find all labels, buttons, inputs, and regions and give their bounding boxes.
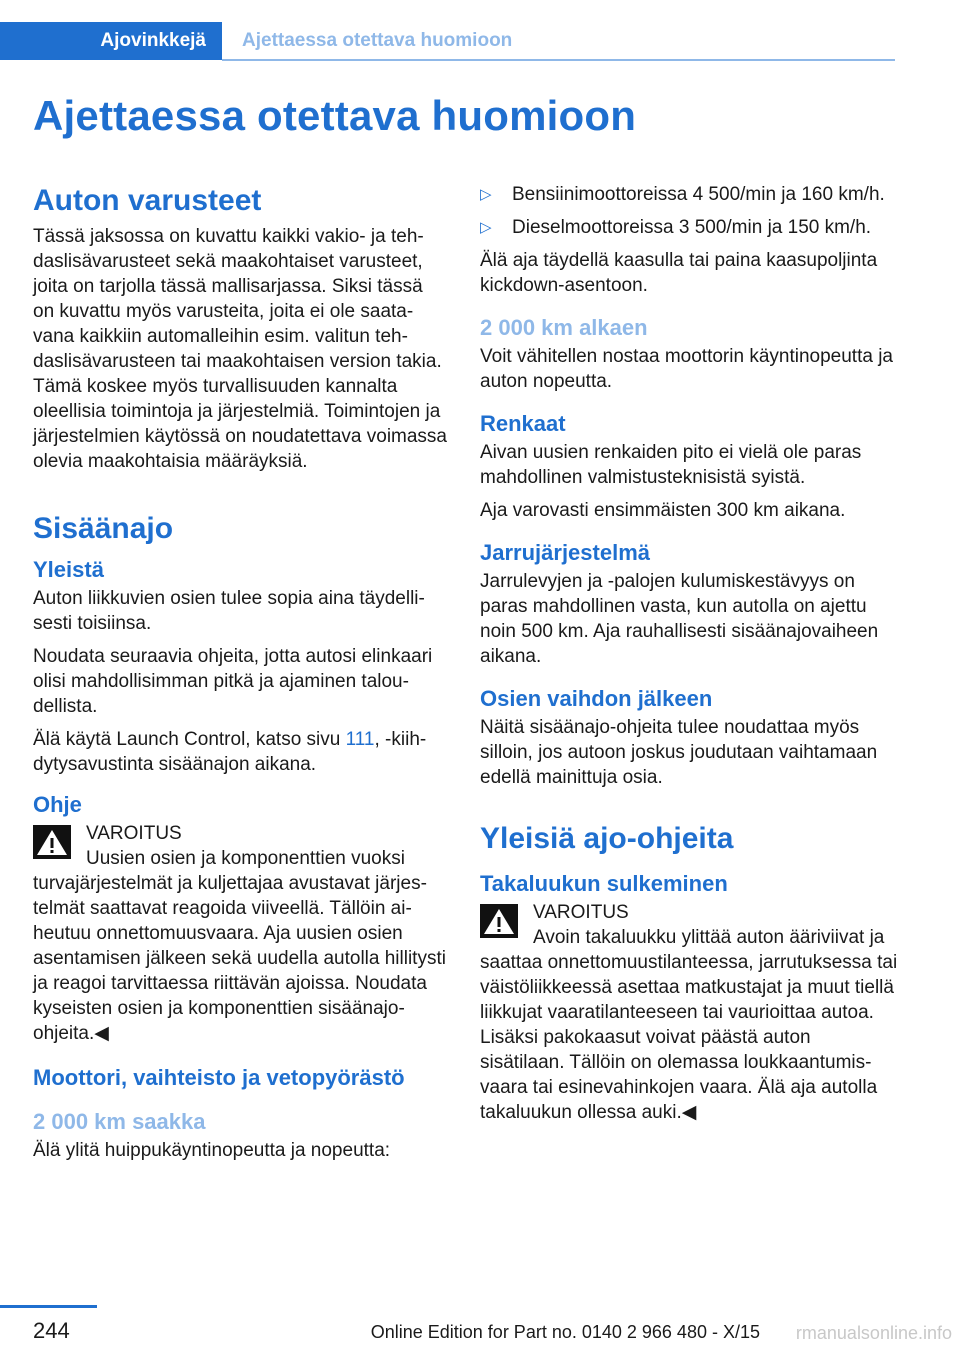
warning-text-first-line: Uusien osien ja komponenttien vuoksi: [86, 848, 405, 869]
paragraph-yleista-3-text-a: Älä käytä Launch Control, katso sivu: [33, 729, 346, 750]
paragraph-jarrujarjestelma: Jarrulevyjen ja -palojen kulumiskestävyys on paras mahdollinen vasta, kun autolla on ajettu noin 500 km. Aja rauhallisesti sisäänajovaiheen aikana.: [480, 571, 879, 667]
page-number: 244: [33, 1318, 70, 1343]
paragraph-renkaat-1: Aivan uusien renkaiden pito ei vielä ole paras mahdollinen valmistusteknisistä syistä.: [480, 442, 862, 488]
paragraph-2000-saakka: Älä ylitä huippukäyntinopeutta ja nopeutta:: [33, 1140, 391, 1161]
warning-box-ohje: [33, 821, 448, 1046]
paragraph-yleista-3-text-b: , -kiihdytysavustinta sisäänajon aikana.: [33, 729, 427, 775]
footer-line: [0, 1305, 97, 1308]
heading-sisaanajo: Sisäänajo: [33, 512, 174, 545]
left-column: [33, 182, 448, 1171]
heading-yleista: Yleistä: [33, 557, 104, 582]
list-item: [480, 182, 898, 207]
heading-auton-varusteet: Auton varusteet: [33, 184, 262, 217]
warning-label: VAROITUS: [533, 902, 629, 923]
heading-moottori: Moottori, vaihteisto ja vetopyörästö: [33, 1065, 405, 1090]
heading-ohje: Ohje: [33, 792, 82, 817]
triangle-bullet-icon: ▷: [480, 219, 492, 236]
tab-ajovinkkeja[interactable]: Ajovinkkejä: [0, 22, 222, 60]
warning-box-takaluukku: [480, 900, 898, 1125]
tab-ajettaessa[interactable]: Ajettaessa otettava huomioon: [242, 30, 513, 51]
list-item: [480, 215, 898, 240]
header-tabs: [0, 22, 895, 62]
warning-text-first-line: Avoin takaluukku ylittää auton ääriviivat ja: [533, 927, 885, 948]
warning-label: VAROITUS: [86, 823, 182, 844]
warning-icon: [33, 825, 71, 859]
heading-jarrujarjestelma: Jarrujärjestelmä: [480, 540, 650, 565]
edition-text: Online Edition for Part no. 0140 2 966 480 - X/15: [370, 1322, 760, 1342]
paragraph-kaasu: Älä aja täydellä kaasulla tai paina kaasupoljinta kickdown-asentoon.: [480, 250, 878, 296]
paragraph-2000-alkaen: Voit vähitellen nostaa moottorin käyntinopeutta ja auton nopeutta.: [480, 346, 893, 392]
paragraph-auton-varusteet: Tässä jaksossa on kuvattu kaikki vakio- ja tehdaslisävarusteet sekä maakohtaiset varusteet, joita on tarjolla tässä mallisarjassa. Siksi tässä on kuvattu myös varusteita, joita ei ole saatavana kaikkiin automalleihin esim. valitun tehdaslisävarusteen tai maakohtaisen version takia. Tämä koskee myös turvallisuuden kannalta oleellisia toimintoja ja järjestelmiä. Toimintojen ja järjestelmien käytössä on noudatettava voimassa olevia maakohtaisia määräyksiä.: [33, 226, 448, 472]
paragraph-yleista-2: Noudata seuraavia ohjeita, jotta autosi elinkaari olisi mahdollisimman pitkä ja ajaminen taloudellista.: [33, 646, 433, 717]
triangle-bullet-icon: ▷: [480, 186, 492, 203]
heading-2000-alkaen: 2 000 km alkaen: [480, 315, 648, 340]
heading-renkaat: Renkaat: [480, 411, 566, 436]
heading-2000-saakka: 2 000 km saakka: [33, 1109, 206, 1134]
warning-text: saattaa onnettomuustilanteessa, jarrutuksessa tai väistöliikkeessä asettaa matkustajat ja muut tiellä liikkujat vaaratilanteeseen tai vaurioittaa autoa. Lisäksi pakokaasut voivat päästä auton sisätilaan. Tällöin on olemassa loukkaantumisvaara tai esinevahinkojen vaara. Älä aja autolla takaluukun ollessa auki.◀: [480, 952, 898, 1123]
tab-underline: [222, 59, 895, 61]
heading-takaluukku: Takaluukun sulkeminen: [480, 871, 728, 896]
right-column: [480, 182, 898, 1133]
list-item-text: Dieselmoottoreissa 3 500/min ja 150 km/h.: [512, 217, 872, 238]
page-link-111[interactable]: 111: [345, 729, 375, 750]
warning-icon: [480, 904, 518, 938]
list-item-text: Bensiinimoottoreissa 4 500/min ja 160 km/h.: [512, 184, 885, 205]
paragraph-osien-vaihdon: Näitä sisäänajo-ohjeita tulee noudattaa myös silloin, jos autoon joskus joudutaan vaihtamaan edellä mainittuja osia.: [480, 717, 878, 788]
paragraph-renkaat-2: Aja varovasti ensimmäisten 300 km aikana.: [480, 500, 846, 521]
warning-text: turvajärjestelmät ja kuljettajaa avustavat järjestelmät saattavat reagoida viiveellä. Tällöin aiheutuu onnettomuusvaara. Aja uusien osien asentamisen jälkeen sekä uudella autolla hillitysti ja reagoi tarvittaessa riittävän ajoissa. Noudata kyseisten osien ja komponenttien sisäänajo-ohjeita.◀: [33, 873, 446, 1044]
paragraph-yleista-1: Auton liikkuvien osien tulee sopia aina täydellisesti toisiinsa.: [33, 588, 425, 634]
page-title: Ajettaessa otettava huomioon: [33, 92, 637, 139]
watermark: rmanualsonline.info: [795, 1323, 952, 1343]
heading-yleisia-ajo-ohjeita: Yleisiä ajo-ohjeita: [480, 822, 734, 855]
heading-osien-vaihdon: Osien vaihdon jälkeen: [480, 686, 713, 711]
paragraph-yleista-3: [33, 727, 448, 777]
